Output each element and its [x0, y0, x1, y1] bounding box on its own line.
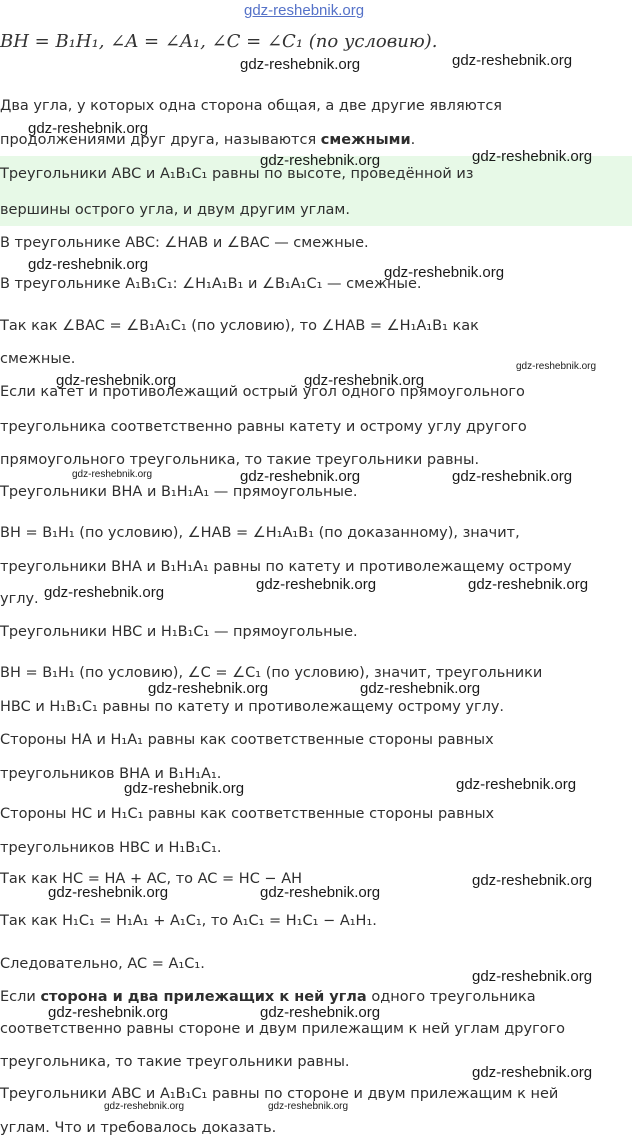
- text-line: соответственно равны стороне и двум прилежащим к ней углам другого: [0, 1021, 566, 1037]
- text-line: BH = B₁H₁, ∠A = ∠A₁, ∠C = ∠C₁ (по условию).: [0, 31, 438, 52]
- watermark: gdz-reshebnik.org: [268, 1101, 349, 1112]
- watermark: gdz-reshebnik.org: [472, 968, 593, 985]
- text-line: вершины острого угла, и двум другим углам.: [0, 202, 350, 218]
- watermark: gdz-reshebnik.org: [124, 780, 245, 797]
- text-line: треугольники BHA и B₁H₁A₁ равны по катету и противолежащему острому: [0, 559, 572, 575]
- watermark: gdz-reshebnik.org: [472, 148, 593, 165]
- text-line: углам. Что и требовалось доказать.: [0, 1120, 277, 1136]
- watermark: gdz-reshebnik.org: [468, 576, 589, 593]
- text-line: Стороны HA и H₁A₁ равны как соответственные стороны равных: [0, 732, 494, 748]
- watermark: gdz-reshebnik.org: [148, 680, 269, 697]
- watermark: gdz-reshebnik.org: [260, 884, 381, 901]
- watermark: gdz-reshebnik.org: [472, 872, 593, 889]
- watermark: gdz-reshebnik.org: [384, 264, 505, 281]
- text-line: Треугольники ABC и A₁B₁C₁ равны по стороне и двум прилежащим к ней: [0, 1086, 559, 1102]
- term-side-angles: сторона и два прилежащих к ней угла: [40, 989, 367, 1005]
- text-line: треугольника, то такие треугольники равны.: [0, 1054, 350, 1070]
- text-span: одного треугольника: [366, 989, 536, 1005]
- text-line: Стороны HC и H₁C₁ равны как соответственные стороны равных: [0, 806, 495, 822]
- watermark: gdz-reshebnik.org: [456, 776, 577, 793]
- text-line: HBC и H₁B₁C₁ равны по катету и противолежащему острому углу.: [0, 699, 505, 715]
- text-line: углу.: [0, 591, 39, 607]
- watermark: gdz-reshebnik.org: [44, 584, 165, 601]
- text-line: Два угла, у которых одна сторона общая, а две другие являются: [0, 98, 503, 114]
- text-line: Так как H₁C₁ = H₁A₁ + A₁C₁, то A₁C₁ = H₁C₁ − A₁H₁.: [0, 913, 377, 929]
- text-line: В треугольнике A₁B₁C₁: ∠H₁A₁B₁ и ∠B₁A₁C₁ — смежные.: [0, 276, 422, 292]
- watermark: gdz-reshebnik.org: [240, 468, 361, 485]
- text-span: .: [410, 132, 416, 148]
- text-line: В треугольнике ABC: ∠HAB и ∠BAC — смежные.: [0, 235, 369, 251]
- watermark: gdz-reshebnik.org: [452, 468, 573, 485]
- text-line: Следовательно, AC = A₁C₁.: [0, 956, 205, 972]
- watermark: gdz-reshebnik.org: [240, 56, 361, 73]
- watermark: gdz-reshebnik.org: [28, 120, 149, 137]
- watermark-top-link[interactable]: gdz-reshebnik.org: [244, 2, 365, 19]
- text-line: треугольника соответственно равны катету и острому углу другого: [0, 419, 527, 435]
- watermark: gdz-reshebnik.org: [72, 469, 153, 480]
- text-line: Так как ∠BAC = ∠B₁A₁C₁ (по условию), то ∠HAB = ∠H₁A₁B₁ как: [0, 318, 479, 334]
- text-line: Так как HC = HA + AC, то AC = HC − AH: [0, 871, 303, 887]
- watermark: gdz-reshebnik.org: [472, 1064, 593, 1081]
- watermark: gdz-reshebnik.org: [48, 884, 169, 901]
- text-line: прямоугольного треугольника, то такие треугольники равны.: [0, 452, 480, 468]
- watermark: gdz-reshebnik.org: [256, 576, 377, 593]
- watermark: gdz-reshebnik.org: [452, 52, 573, 69]
- watermark: gdz-reshebnik.org: [260, 152, 381, 169]
- text-span: продолжениями друг друга, называются: [0, 132, 321, 148]
- text-span: Если: [0, 989, 41, 1005]
- text-line: смежные.: [0, 351, 76, 367]
- watermark: gdz-reshebnik.org: [516, 361, 597, 372]
- watermark: gdz-reshebnik.org: [48, 1004, 169, 1021]
- text-line: треугольников BHA и B₁H₁A₁.: [0, 766, 222, 782]
- term-smezhnye: смежными: [320, 132, 411, 148]
- watermark: gdz-reshebnik.org: [360, 680, 481, 697]
- watermark: gdz-reshebnik.org: [260, 1004, 381, 1021]
- watermark: gdz-reshebnik.org: [304, 372, 425, 389]
- watermark: gdz-reshebnik.org: [104, 1101, 185, 1112]
- text-line: Треугольники HBC и H₁B₁C₁ — прямоугольные.: [0, 624, 358, 640]
- text-line: Если катет и противолежащий острый угол одного прямоугольного: [0, 384, 525, 400]
- text-line: Треугольники ABC и A₁B₁C₁ равны по высоте, проведённой из: [0, 166, 474, 182]
- watermark: gdz-reshebnik.org: [56, 372, 177, 389]
- text-line: BH = B₁H₁ (по условию), ∠C = ∠C₁ (по условию), значит, треугольники: [0, 665, 543, 681]
- text-line: треугольников HBC и H₁B₁C₁.: [0, 840, 222, 856]
- watermark: gdz-reshebnik.org: [28, 256, 149, 273]
- text-line: BH = B₁H₁ (по условию), ∠HAB = ∠H₁A₁B₁ (по доказанному), значит,: [0, 525, 520, 541]
- text-line: Треугольники BHA и B₁H₁A₁ — прямоугольные.: [0, 484, 358, 500]
